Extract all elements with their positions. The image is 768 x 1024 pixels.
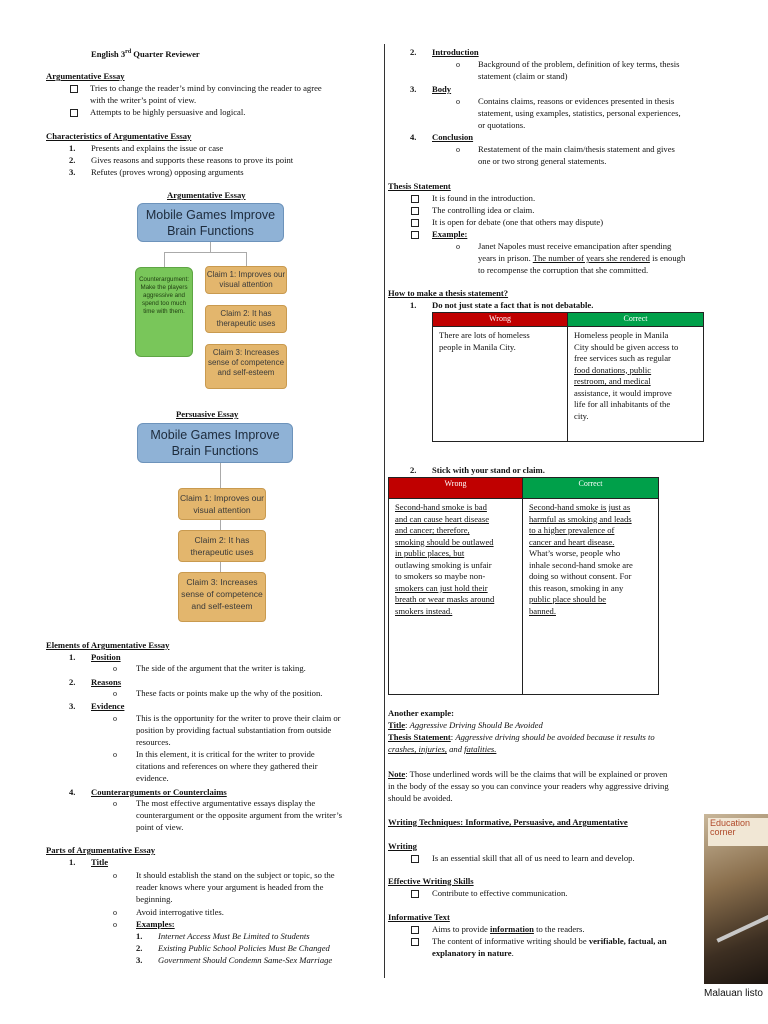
element-text: evidence. [136,773,169,783]
claim-box: Claim 3: Increases sense of competence and self-esteem [205,344,287,389]
checkbox-bullet [70,85,78,93]
element-text: In this element, it is critical for the writer to provide [136,749,315,759]
checkbox-bullet [411,207,419,215]
part-text: Restatement of the main claim/thesis statement and gives [478,144,675,154]
claim-underlined: fatalities. [464,744,497,754]
bullet-text: Is an essential skill that all of us need to learn and develop. [432,853,635,863]
connector-line [164,252,165,267]
connector-line [220,520,221,530]
part-name: Conclusion [432,132,474,142]
cell-line: and can cause heart disease [395,513,490,524]
claim-box: Claim 1: Improves our visual attention [178,488,266,520]
list-number: 3. [69,167,76,177]
rule-text: Do not just state a fact that is not debatable. [432,300,594,310]
list-number: 2. [410,465,417,475]
list-item-text: Refutes (proves wrong) opposing arguments [91,167,244,177]
section-heading-argumentative-essay: Argumentative Essay [46,71,125,81]
cell-line: inhale second-hand smoke are [529,559,633,570]
example-underlined: The number of years she rendered [532,253,650,263]
part-text: beginning. [136,894,173,904]
circle-bullet: o [113,689,117,698]
element-name: Counterarguments or Counterclaims [91,787,227,797]
list-number: 2. [69,155,76,165]
cell-line: city. [574,410,589,421]
table-header-wrong: Wrong [389,478,523,499]
circle-bullet: o [456,242,460,251]
claim-underlined: crashes, injuries, [388,744,447,754]
reviewer-title: English 3rd Quarter Reviewer [91,48,200,59]
section-heading-informative: Informative Text [388,912,450,922]
title-value: Aggressive Driving Should Be Avoided [409,720,543,730]
table-cell-wrong [433,327,568,442]
cell-line: Second-hand smoke is just as [529,502,631,512]
rule-text: Stick with your stand or claim. [432,465,545,475]
checkbox-bullet [411,890,419,898]
table-cell-correct [523,499,659,695]
cell-line: to smokers so maybe non- [395,571,486,581]
circle-bullet: o [113,750,117,759]
element-text: citations and references on where they gathered their [136,761,318,771]
cell-line: What’s worse, people who [529,548,621,558]
connector-line [246,252,247,266]
section-heading-how-to: How to make a thesis statement? [388,288,509,298]
note-label: Note [388,769,406,779]
list-number: 4. [69,787,76,797]
thesis-value: Aggressive driving should be avoided because it results to [455,732,655,742]
connector-line [220,562,221,572]
checkbox-bullet [411,926,419,934]
cell-line: assistance, it would improve [574,387,672,398]
cell-line: banned. [529,605,556,616]
diagram-title-line: Brain Functions [171,444,259,458]
part-text: Avoid interrogative titles. [136,907,224,917]
bullet-line [432,936,667,948]
bullet-text: with the writer’s point of view. [90,95,197,105]
element-text: These facts or points make up the why of the position. [136,688,323,698]
part-text: Contains claims, reasons or evidences presented in thesis [478,96,675,106]
cell-line: outlawing smoking is unfair [395,559,492,570]
bullet-text: . [511,948,514,958]
claim-box: Claim 2: It has therapeutic uses [205,305,287,333]
list-number: 1. [136,931,143,941]
bullet-emphasis: information [490,924,534,934]
element-text: This is the opportunity for the writer to prove their claim or [136,713,341,723]
cell-line: Second-hand smoke is bad [395,502,487,512]
circle-bullet: o [113,920,117,929]
cell-line: and cancer; therefore, [395,525,470,535]
another-thesis-line-2 [388,744,496,756]
example-title: Government Should Condemn Same-Sex Marriage [158,955,333,965]
cell-line: Homeless people in Manila [574,330,669,340]
checkbox-bullet [411,219,419,227]
part-text: reader knows where your argument is headed from the [136,882,324,892]
part-text: statement, using examples, statistics, personal experiences, [478,108,681,118]
checkbox-bullet [70,109,78,117]
bullet-emphasis: verifiable, factual, an [588,936,667,946]
photo-sign: Education corner [708,818,768,846]
table-header-wrong: Wrong [433,313,568,327]
element-text: point of view. [136,822,184,832]
diagram-caption-argumentative: Argumentative Essay [167,190,246,200]
cell-line: harmful as smoking and leads [529,513,632,524]
section-heading-elements: Elements of Argumentative Essay [46,640,170,650]
part-name: Title [91,857,109,867]
counterargument-box: Counterargument: Make the players aggressive and spend too much time with them. [135,267,193,357]
cell-line: smokers can just hold their [395,582,488,593]
note-text: : Those underlined words will be the claims that will be explained or proven [405,769,668,779]
part-text: or quotations. [478,120,526,130]
connector-line [220,463,221,488]
element-name: Evidence [91,701,125,711]
diagram-title-line: Brain Functions [167,224,254,238]
cell-line: food donations, public [574,364,652,375]
diagram-caption-persuasive: Persuasive Essay [176,409,239,419]
section-heading-thesis: Thesis Statement [388,181,451,191]
cell-line: this reason, smoking in any [529,582,624,593]
cell-line: smoking should be outlawed [395,536,494,547]
cell-line: cancer and heart disease. [529,536,615,547]
element-name: Position [91,652,121,662]
list-number: 2. [69,677,76,687]
note-line [388,769,667,781]
table-cell-correct [568,327,704,442]
bullet-text: Aims to provide [432,924,491,934]
circle-bullet: o [113,714,117,723]
circle-bullet: o [113,908,117,917]
cell-line: There are lots of homeless [439,330,530,340]
column-divider [384,44,385,978]
cell-line: to a higher prevalence of [529,525,615,535]
bullet-text: to the readers. [533,924,585,934]
cell-line: public place should be [529,594,607,604]
cell-line: in public places, but [395,548,465,558]
claim-box: Claim 2: It has therapeutic uses [178,530,266,562]
cell-line: City should be given access to [574,341,679,352]
table-header-correct: Correct [568,313,704,327]
section-heading-characteristics: Characteristics of Argumentative Essay [46,131,192,141]
example-title: Internet Access Must Be Limited to Students [158,931,310,941]
list-item-text: Presents and explains the issue or case [91,143,224,153]
example-text-line [478,253,685,265]
bullet-line [432,948,514,960]
note-text: in the body of the essay so you can convince your readers why aggressive driving [388,781,669,791]
part-text: Background of the problem, definition of key terms, thesis [478,59,680,69]
bullet-text: Tries to change the reader’s mind by convincing the reader to agree [90,83,322,93]
section-heading-effective: Effective Writing Skills [388,876,474,886]
list-number: 3. [136,955,143,965]
section-heading-writing: Writing [388,841,417,851]
circle-bullet: o [113,799,117,808]
thesis-label: Thesis Statement [388,732,451,742]
cell-line: free services such as regular [574,353,671,363]
list-number: 1. [410,300,417,310]
education-corner-photo [704,814,768,984]
part-name: Introduction [432,47,479,57]
pen-shape [716,909,768,942]
part-name: Body [432,84,452,94]
section-heading-parts: Parts of Argumentative Essay [46,845,156,855]
list-number: 2. [136,943,143,953]
bullet-text: Attempts to be highly persuasive and logical. [90,107,246,117]
list-number: 3. [410,84,417,94]
title-label: Title [388,720,406,730]
list-number: 1. [69,652,76,662]
checkbox-bullet [411,231,419,239]
checkbox-bullet [411,195,419,203]
element-text: position by providing factual substantiation from outside [136,725,332,735]
cell-line: smokers instead. [395,605,453,616]
example-text: to recompense the corruption that she committed. [478,265,649,275]
element-text: The side of the argument that the writer is taking. [136,663,306,673]
bullet-text: The controlling idea or claim. [432,205,535,215]
list-item-text: Gives reasons and supports these reasons to prove its point [91,155,294,165]
connector-line [210,242,211,252]
bullet-text: It is open for debate (one that others may dispute) [432,217,604,227]
diagram-title-line: Mobile Games Improve [145,208,276,222]
element-text: resources. [136,737,171,747]
claim-box: Claim 3: Increases sense of competence and self-esteem [178,572,266,622]
another-example-heading: Another example: [388,708,454,718]
bullet-line [432,924,585,936]
comparison-table-1 [432,312,704,442]
list-number: 1. [69,143,76,153]
comparison-table-2 [388,477,659,695]
part-text: It should establish the stand on the subject or topic, so the [136,870,335,880]
bullet-text: It is found in the introduction. [432,193,536,203]
table-cell-wrong [389,499,523,695]
example-text: is enough [649,253,686,263]
example-text: Janet Napoles must receive emancipation after spending [478,241,672,251]
element-text: The most effective argumentative essays display the [136,798,316,808]
list-number: 2. [410,47,417,57]
cell-line: restroom, and medical [574,376,651,386]
connector-line [164,252,246,253]
examples-label: Examples: [136,919,175,929]
cell-line: breath or wear masks around [395,594,495,604]
example-text: years in prison. [478,253,533,263]
diagram-title-line: Mobile Games Improve [150,428,280,442]
cell-line: people in Manila City. [439,341,516,352]
element-text: counterargument or the opposite argument from the writer’s [136,810,342,820]
bullet-text: Example: [432,229,468,239]
list-number: 1. [69,857,76,867]
table-header-correct: Correct [523,478,659,499]
diagram-main-claim [137,203,284,242]
circle-bullet: o [456,60,460,69]
section-heading-techniques: Writing Techniques: Informative, Persuasive, and Argumentative [388,817,628,827]
cell-line: life for all inhabitants of the [574,399,671,409]
circle-bullet: o [456,97,460,106]
example-title: Existing Public School Policies Must Be Changed [158,943,330,953]
another-thesis-line: Thesis Statement: Aggressive driving should be avoided because it results to [388,732,655,742]
cell-line: doing so without consent. For [529,571,632,581]
thesis-value: and [446,744,465,754]
part-text: statement (claim or stand) [478,71,568,81]
photo-caption: Malauan listo [704,988,763,999]
diagram-main-claim [137,423,293,463]
part-text: one or two strong general statements. [478,156,607,166]
circle-bullet: o [113,664,117,673]
circle-bullet: o [113,871,117,880]
circle-bullet: o [456,145,460,154]
list-number: 4. [410,132,417,142]
another-title-line: Title: Aggressive Driving Should Be Avoided [388,720,543,730]
bullet-emphasis: explanatory in nature [432,948,512,958]
list-number: 3. [69,701,76,711]
bullet-text: The content of informative writing should be [432,936,589,946]
note-text: should be avoided. [388,793,453,803]
checkbox-bullet [411,855,419,863]
element-name: Reasons [91,677,122,687]
checkbox-bullet [411,938,419,946]
bullet-text: Contribute to effective communication. [432,888,568,898]
claim-box: Claim 1: Improves our visual attention [205,266,287,294]
